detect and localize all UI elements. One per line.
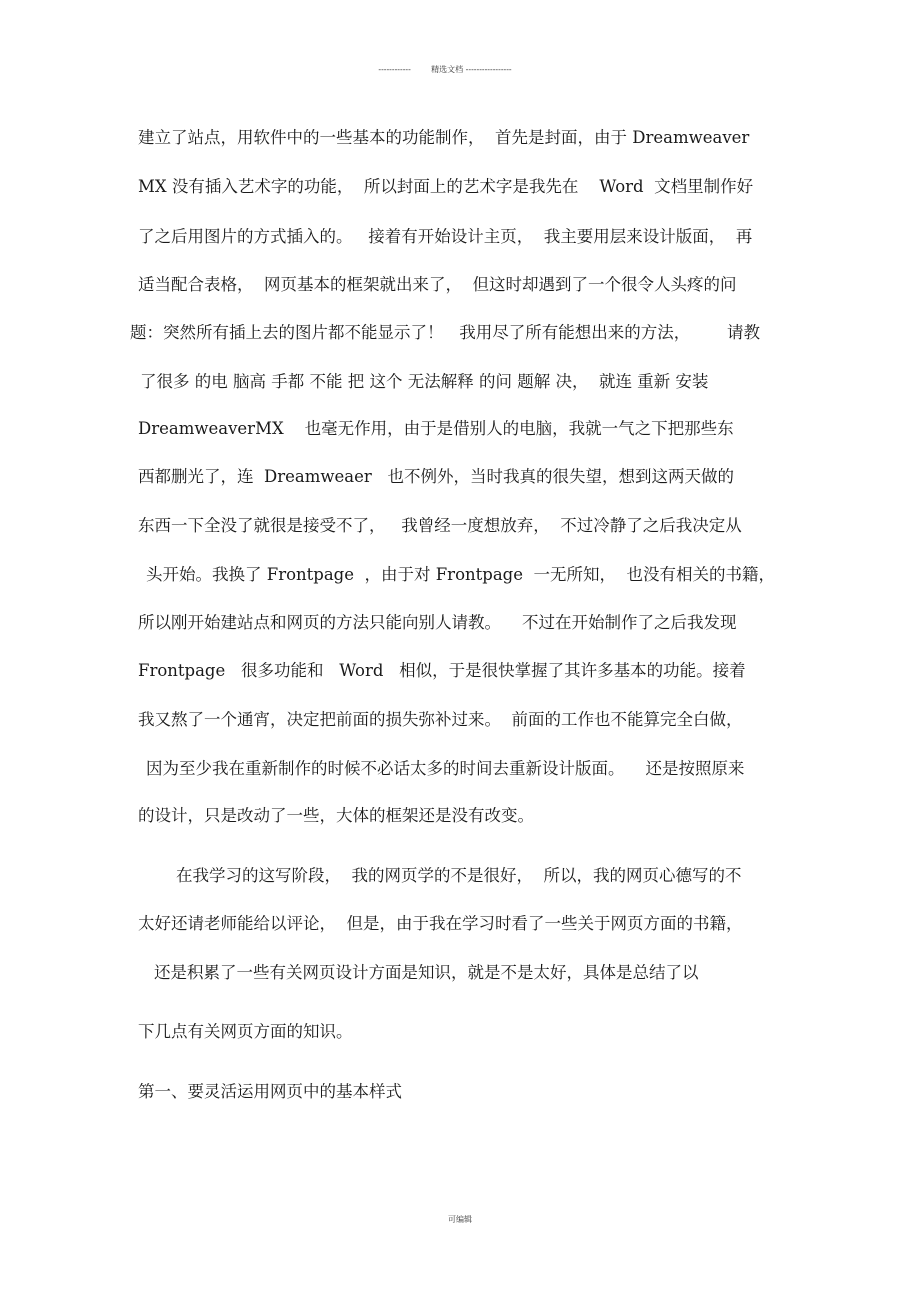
paragraph-line: 在我学习的这写阶段， 我的网页学的不是很好， 所以，我的网页心德写的不 <box>176 866 742 885</box>
paragraph-line: 所以刚开始建站点和网页的方法只能向别人请教。 不过在开始制作了之后我发现 <box>138 613 737 632</box>
paragraph-line: 西都删光了，连 Dreamweaer 也不例外，当时我真的很失望，想到这两天做的 <box>138 467 734 486</box>
paragraph-line: 因为至少我在重新制作的时候不必话太多的时间去重新设计版面。 还是按照原来 <box>146 759 745 778</box>
paragraph-line: 的设计，只是改动了一些，大体的框架还是没有改变。 <box>138 806 534 825</box>
paragraph-line: 了很多 的电 脑高 手都 不能 把 这个 无法解释 的问 题解 决， 就连 重新 安装 <box>140 372 709 391</box>
paragraph-line: 还是积累了一些有关网页设计方面是知识，就是不是太好，具体是总结了以 <box>154 963 699 982</box>
paragraph-line: 我又熬了一个通宵，决定把前面的损失弥补过来。 前面的工作也不能算完全白做， <box>138 710 743 729</box>
section-heading: 第一、要灵活运用网页中的基本样式 <box>138 1082 402 1101</box>
page-header: ------------ 精选文档 ----------------- <box>378 65 512 74</box>
paragraph-line: 头开始。我换了 Frontpage ，由于对 Frontpage 一无所知， 也没有相关的书籍， <box>146 565 775 584</box>
paragraph-line: 题：突然所有插上去的图片都不能显示了！ 我用尽了所有能想出来的方法， 请教 <box>130 323 760 342</box>
page-footer: 可编辑 <box>448 1215 472 1224</box>
paragraph-line: MX 没有插入艺术字的功能， 所以封面上的艺术字是我先在 Word 文档里制作好 <box>138 177 754 196</box>
paragraph-line: 建立了站点，用软件中的一些基本的功能制作， 首先是封面，由于 Dreamweaver <box>138 128 750 147</box>
paragraph-line: DreamweaverMX 也毫无作用，由于是借别人的电脑，我就一气之下把那些东 <box>138 419 734 438</box>
paragraph-line: Frontpage 很多功能和 Word 相似，于是很快掌握了其许多基本的功能。接着 <box>138 661 746 680</box>
paragraph-line: 东西一下全没了就很是接受不了， 我曾经一度想放弃， 不过冷静了之后我决定从 <box>138 516 742 535</box>
paragraph-line: 下几点有关网页方面的知识。 <box>138 1022 353 1041</box>
paragraph-line: 太好还请老师能给以评论， 但是，由于我在学习时看了一些关于网页方面的书籍， <box>138 914 743 933</box>
paragraph-line: 适当配合表格， 网页基本的框架就出来了， 但这时却遇到了一个很令人头疼的问 <box>138 275 737 294</box>
paragraph-line: 了之后用图片的方式插入的。 接着有开始设计主页， 我主要用层来设计版面， 再 <box>138 227 753 246</box>
